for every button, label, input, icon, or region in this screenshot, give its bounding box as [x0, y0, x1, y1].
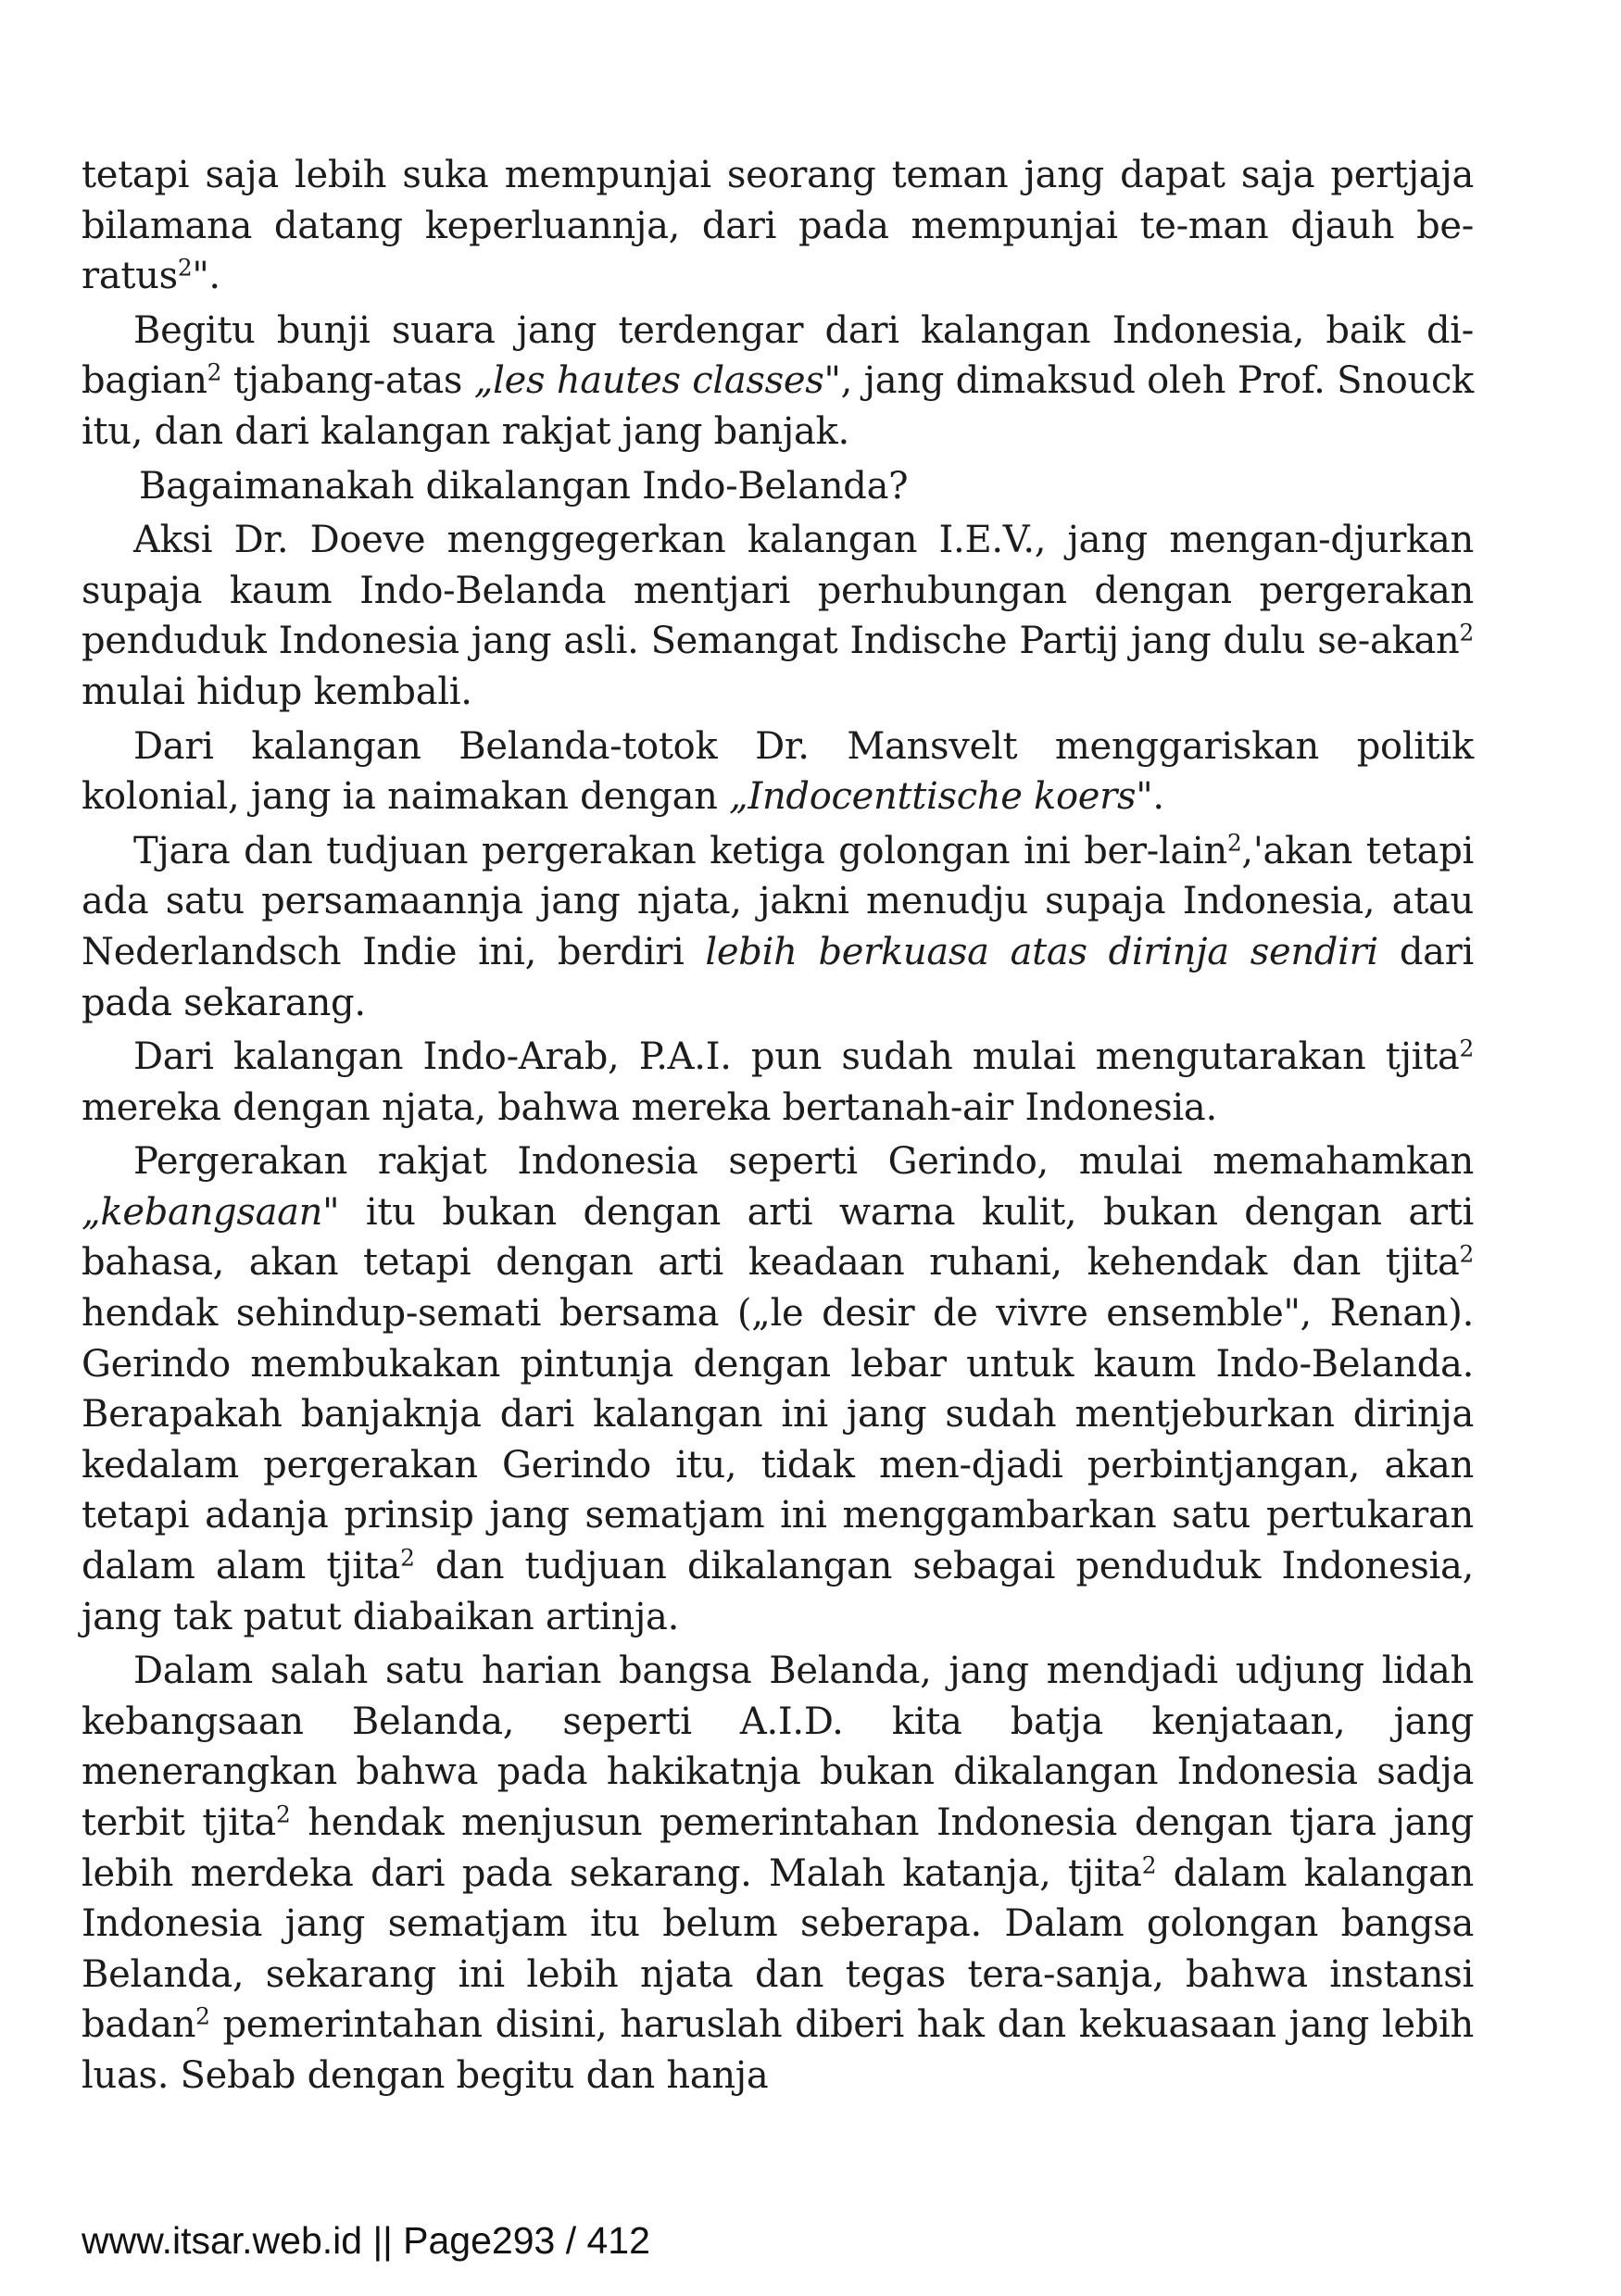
superscript-marker: 2 — [207, 358, 222, 386]
paragraph-text: . — [1152, 775, 1164, 819]
paragraph — [82, 826, 1474, 1028]
superscript-marker: 2 — [1459, 619, 1474, 646]
paragraph — [82, 461, 1474, 512]
paragraph — [82, 150, 1474, 302]
italic-phrase: „les hautes classes" — [473, 359, 841, 403]
italic-phrase: „kebangsaan" — [82, 1190, 340, 1234]
paragraph-text: Bagaimanakah dikalangan Indo-Belanda? — [139, 464, 909, 508]
paragraph-text: Begitu bunji suara jang terdengar dari kalangan Indonesia, baik di-bagian — [82, 308, 1474, 403]
paragraph-text: tjabang-atas — [221, 359, 474, 403]
superscript-marker: 2 — [1226, 829, 1242, 857]
superscript-marker: 2 — [1459, 1240, 1474, 1268]
paragraph-text: itu bukan dengan arti warna kulit, bukan dengan arti bahasa, akan tetapi dengan arti keadaan ruhani, kehendak dan tjita — [82, 1190, 1474, 1285]
paragraph — [82, 515, 1474, 717]
superscript-marker: 2 — [400, 1544, 415, 1572]
page-body — [82, 150, 1474, 2105]
paragraph-text: ,'akan tetapi ada satu persamaannja jang njata, jakni menudju supaja Indonesia, atau Nederlandsch Indie ini, berdiri — [82, 829, 1474, 973]
superscript-marker: 2 — [1141, 1851, 1157, 1878]
paragraph — [82, 1646, 1474, 2101]
paragraph-text: Aksi Dr. Doeve menggegerkan kalangan I.E.V., jang mengan-djurkan supaja kaum Indo-Belanda mentjari perhubungan dengan pergerakan penduduk Indonesia jang asli. Semangat Indische Partij jang dulu se-akan — [82, 519, 1474, 663]
paragraph-text: pemerintahan disini, haruslah diberi hak dan kekuasaan jang lebih luas. Sebab dengan begitu dan hanja — [82, 2003, 1474, 2097]
paragraph — [82, 721, 1474, 822]
paragraph — [82, 1032, 1474, 1133]
paragraph-text: tetapi saja lebih suka mempunjai seorang teman jang dapat saja pertjaja bilamana datang keperluannja, dari pada mempunjai te-man djauh be-ratus — [82, 154, 1474, 298]
paragraph — [82, 306, 1474, 458]
paragraph-text: Dari kalangan Indo-Arab, P.A.I. pun sudah mulai mengutarakan tjita — [133, 1035, 1460, 1079]
superscript-marker: 2 — [177, 254, 193, 282]
paragraph-text: , jang dimaksud oleh Prof. Snouck itu, dan dari kalangan rakjat jang banjak. — [82, 359, 1474, 453]
paragraph-text: dalam kalangan Indonesia jang sematjam itu belum seberapa. Dalam golongan bangsa Belanda, sekarang ini lebih njata dan tegas tera-sanja, bahwa instansi badan — [82, 1851, 1474, 2047]
paragraph-text: hendak menjusun pemerintahan Indonesia dengan tjara jang lebih merdeka dari pada sekarang. Malah katanja, tjita — [82, 1801, 1474, 1895]
paragraph-text: dan tudjuan dikalangan sebagai penduduk Indonesia, jang tak patut diabaikan artinja. — [82, 1545, 1474, 1638]
paragraph-text: dari pada sekarang. — [82, 930, 1474, 1024]
superscript-marker: 2 — [1459, 1035, 1474, 1062]
paragraph-text: mereka dengan njata, bahwa mereka bertanah-air Indonesia. — [82, 1085, 1217, 1129]
paragraph-text: mulai hidup kembali. — [82, 670, 472, 713]
paragraph-text: Dalam salah satu harian bangsa Belanda, jang mendjadi udjung lidah kebangsaan Belanda, seperti A.I.D. kita batja kenjataan, jang menerangkan bahwa pada hakikatnja bukan dikalangan Indonesia sadja terbit tjita — [82, 1650, 1474, 1844]
paragraph-text: hendak sehindup-semati bersama („le desir de vivre ensemble", Renan). Gerindo membukakan pintunja dengan lebar untuk kaum Indo-Belanda. Berapakah banjaknja dari kalangan ini jang sudah mentjeburkan dirinja kedalam pergerakan Gerindo itu, tidak men-djadi perbintjangan, akan tetapi adanja prinsip jang sematjam ini menggambarkan satu pertukaran dalam alam tjita — [82, 1292, 1474, 1588]
paragraph-text: Pergerakan rakjat Indonesia seperti Gerindo, mulai memahamkan — [133, 1140, 1474, 1184]
superscript-marker: 2 — [195, 2002, 210, 2030]
paragraph-text: Dari kalangan Belanda-totok Dr. Mansvelt menggariskan politik kolonial, jang ia naimakan dengan — [82, 724, 1474, 819]
paragraph-text: Tjara dan tudjuan pergerakan ketiga golongan ini ber-lain — [133, 829, 1227, 872]
italic-phrase: „Indocenttische koers" — [729, 775, 1153, 819]
superscript-marker: 2 — [275, 1800, 291, 1828]
paragraph-text: ". — [192, 255, 220, 298]
italic-phrase: lebih berkuasa atas dirinja sendiri — [705, 930, 1378, 973]
paragraph — [82, 1136, 1474, 1642]
page-footer: www.itsar.web.id || Page293 / 412 — [82, 2219, 650, 2262]
